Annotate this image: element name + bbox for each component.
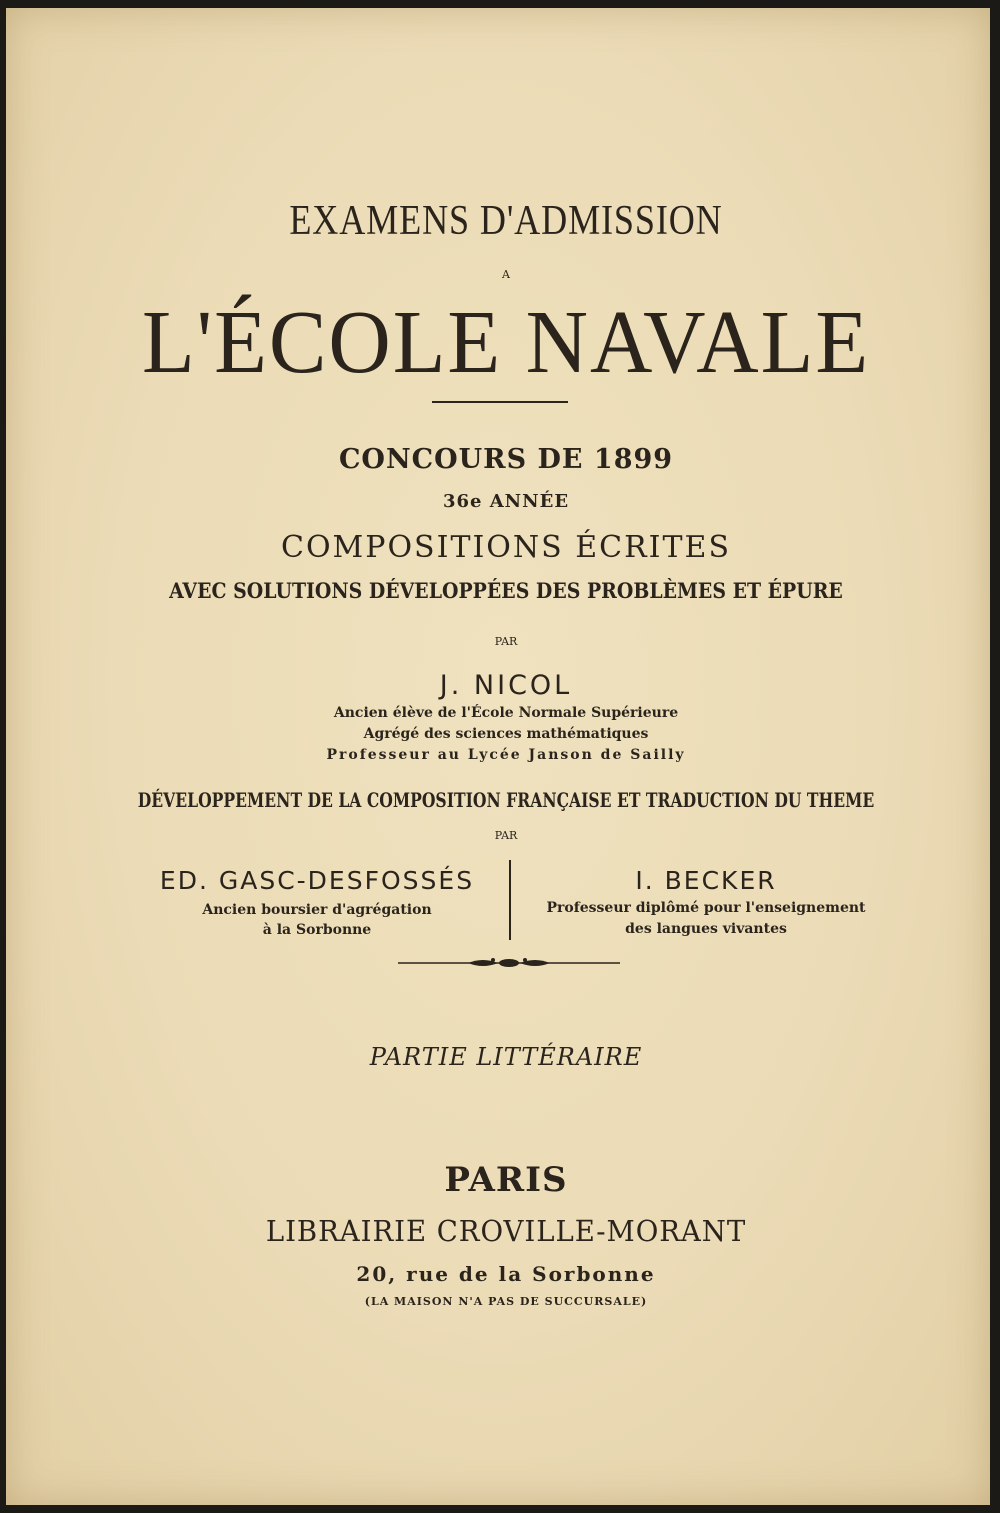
- publisher-name: LIBRAIRIE CROVILLE-MORANT: [265, 1214, 747, 1248]
- publisher-note: (LA MAISON N'A PAS DE SUCCURSALE): [364, 1295, 648, 1308]
- contest-year: CONCOURS DE 1899: [338, 444, 674, 475]
- nicol-credential-2: Agrégé des sciences mathématiques: [363, 726, 649, 742]
- gasc-credential-2: à la Sorbonne: [262, 922, 372, 938]
- main-title: L'ÉCOLE NAVALE: [141, 293, 871, 392]
- title-divider: [432, 401, 568, 403]
- nicol-credential-3: Professeur au Lycée Janson de Sailly: [326, 747, 686, 763]
- nicol-credential-1: Ancien élève de l'École Normale Supérieure: [333, 705, 679, 721]
- coauthor-name-gasc: ED. GASC-DESFOSSÉS: [159, 866, 475, 895]
- publisher-city: PARIS: [444, 1160, 568, 1200]
- author-name-nicol: J. NICOL: [439, 670, 573, 701]
- becker-credential-2: des langues vivantes: [625, 921, 787, 937]
- par-label-2: PAR: [494, 829, 518, 842]
- coauthor-divider: [509, 860, 511, 940]
- part-label: PARTIE LITTÉRAIRE: [369, 1043, 643, 1071]
- ornament-divider: [398, 956, 620, 970]
- contest-edition: 36e ANNÉE: [442, 491, 570, 512]
- publisher-address: 20, rue de la Sorbonne: [356, 1262, 656, 1286]
- solutions-subtitle: AVEC SOLUTIONS DÉVELOPPÉES DES PROBLÈMES ET ÉPURE: [169, 578, 843, 603]
- becker-credential-1: Professeur diplômé pour l'enseignement: [546, 900, 866, 916]
- coauthor-name-becker: I. BECKER: [635, 866, 777, 895]
- development-line: DÉVELOPPEMENT DE LA COMPOSITION FRANÇAISE ET TRADUCTION DU THEME: [137, 788, 875, 812]
- title-connector: A: [502, 268, 510, 281]
- gasc-credential-1: Ancien boursier d'agrégation: [202, 902, 432, 918]
- title-page: [6, 8, 990, 1505]
- par-label-1: PAR: [494, 635, 518, 648]
- compositions-heading: COMPOSITIONS ÉCRITES: [281, 530, 731, 565]
- title-line-examens: EXAMENS D'ADMISSION: [289, 198, 723, 244]
